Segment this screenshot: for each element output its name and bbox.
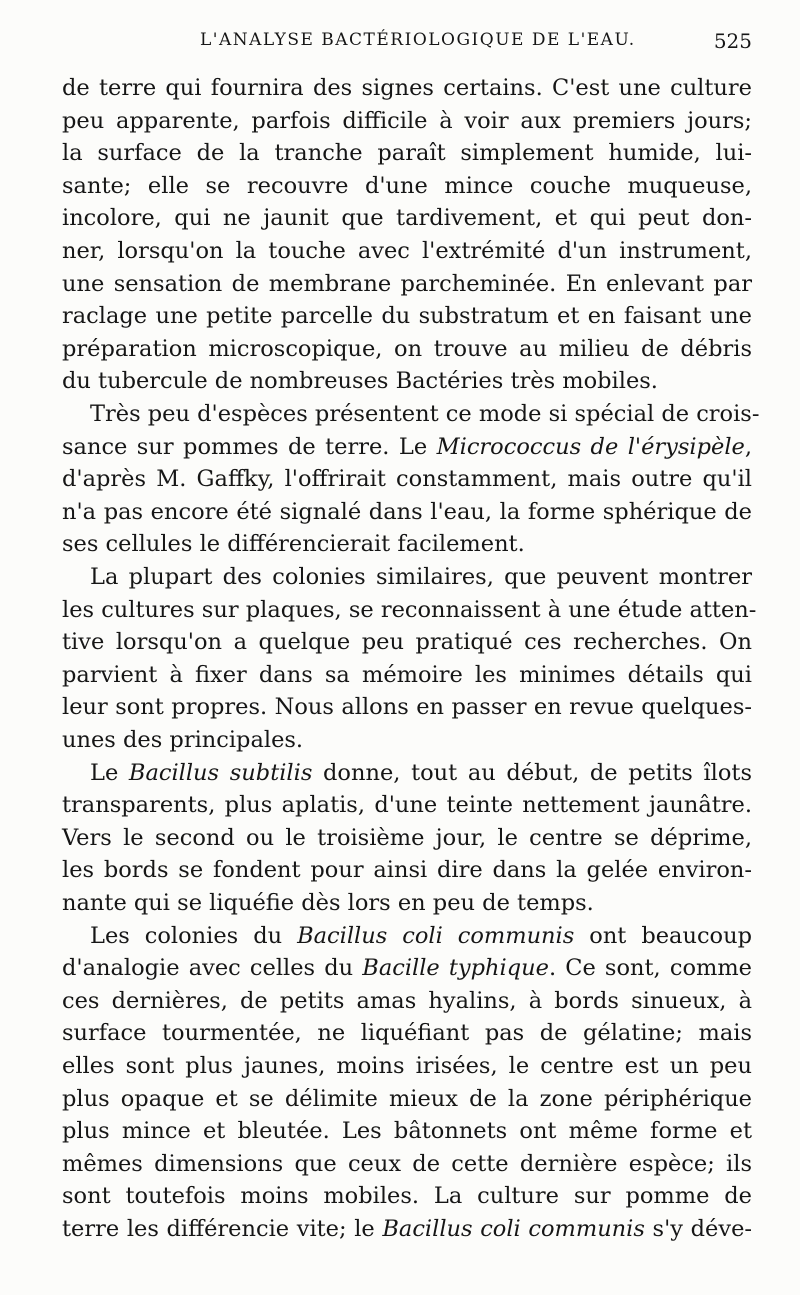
italic-term: Bacille typhique — [362, 955, 549, 982]
text-line: de terre qui fournira des signes certains. C'est une culture — [62, 75, 752, 101]
text-segment: sance sur pommes de terre. Le — [62, 433, 437, 460]
text-line: préparation microscopique, on trouve au milieu de débris — [62, 335, 752, 362]
text-line: transparents, plus aplatis, d'une teinte nettement jaunâtre. — [62, 792, 752, 819]
text-line: sante; elle se recouvre d'une mince couche muqueuse, — [62, 172, 752, 199]
text-line: elles sont plus jaunes, moins irisées, le centre est un peu — [62, 1053, 752, 1079]
page-number: 525 — [713, 29, 752, 53]
text-line: nante qui se liquéfie dès lors en peu de temps. — [62, 890, 594, 916]
text-line: peu apparente, parfois difficile à voir aux premiers jours; — [62, 107, 752, 134]
text-line: leur sont propres. Nous allons en passer en revue quelques- — [62, 694, 752, 721]
text-line: La plupart des colonies similaires, que peuvent montrer — [90, 564, 752, 590]
text-line: d'après M. Gaffky, l'offrirait constamment, mais outre qu'il — [62, 466, 752, 493]
text-line: la surface de la tranche paraît simplement humide, lui- — [62, 140, 752, 167]
text-line: ses cellules le différencierait facilement. — [62, 531, 525, 558]
text-line: ner, lorsqu'on la touche avec l'extrémité d'un instrument, — [62, 238, 752, 264]
text-segment: terre les différencie vite; le — [62, 1216, 383, 1242]
text-segment: donne, tout au début, de petits îlots — [312, 759, 752, 786]
italic-term: Micrococcus de l'érysipèle — [436, 433, 745, 460]
text-line: Vers le second ou le troisième jour, le centre se déprime, — [62, 824, 752, 851]
text-line: surface tourmentée, ne liquéfiant pas de gélatine; mais — [62, 1020, 752, 1047]
text-line: parvient à fixer dans sa mémoire les minimes détails qui — [62, 661, 752, 688]
text-line: plus mince et bleutée. Les bâtonnets ont même forme et — [62, 1118, 752, 1145]
text-line: les cultures sur plaques, se reconnaissent à une étude atten- — [62, 596, 757, 623]
text-line — [62, 1213, 752, 1245]
text-line: du tubercule de nombreuses Bactéries très mobiles. — [62, 368, 658, 395]
running-title: L'ANALYSE BACTÉRIOLOGIQUE DE L'EAU. — [200, 30, 636, 50]
text-line: Très peu d'espèces présentent ce mode si spécial de crois- — [90, 401, 760, 427]
text-line: raclage une petite parcelle du substratum et en faisant une — [62, 303, 752, 330]
text-line: plus opaque et se délimite mieux de la zone périphérique — [62, 1085, 752, 1112]
text-line: unes des principales. — [62, 727, 304, 753]
text-line: incolore, qui ne jaunit que tardivement, et qui peut don- — [62, 205, 752, 232]
text-segment: , — [744, 433, 753, 460]
text-line: tive lorsqu'on a quelque peu pratiqué ces recherches. On — [62, 629, 752, 656]
text-line: n'a pas encore été signalé dans l'eau, la forme sphérique de — [62, 498, 752, 525]
text-line: mêmes dimensions que ceux de cette dernière espèce; ils — [62, 1150, 752, 1177]
text-line — [62, 431, 752, 463]
text-segment: s'y déve- — [644, 1216, 752, 1242]
italic-term: Bacillus coli communis — [382, 1216, 645, 1242]
text-line — [62, 952, 752, 984]
page-header — [62, 30, 762, 64]
text-segment: d'analogie avec celles du — [62, 955, 363, 982]
text-segment: Le — [90, 759, 129, 786]
text-line: une sensation de membrane parcheminée. En enlevant par — [62, 270, 752, 297]
text-segment: ont beaucoup — [574, 922, 752, 949]
text-line — [90, 757, 752, 789]
text-line — [90, 920, 752, 952]
italic-term: Bacillus coli communis — [297, 922, 575, 949]
text-line: les bords se fondent pour ainsi dire dans la gelée environ- — [62, 857, 752, 884]
italic-term: Bacillus subtilis — [128, 759, 313, 786]
text-line: ces dernières, de petits amas hyalins, à bords sinueux, à — [62, 987, 752, 1014]
text-line: sont toutefois moins mobiles. La culture sur pomme de — [62, 1183, 752, 1210]
text-segment: . Ce sont, comme — [548, 955, 752, 982]
text-segment: Les colonies du — [90, 922, 298, 949]
